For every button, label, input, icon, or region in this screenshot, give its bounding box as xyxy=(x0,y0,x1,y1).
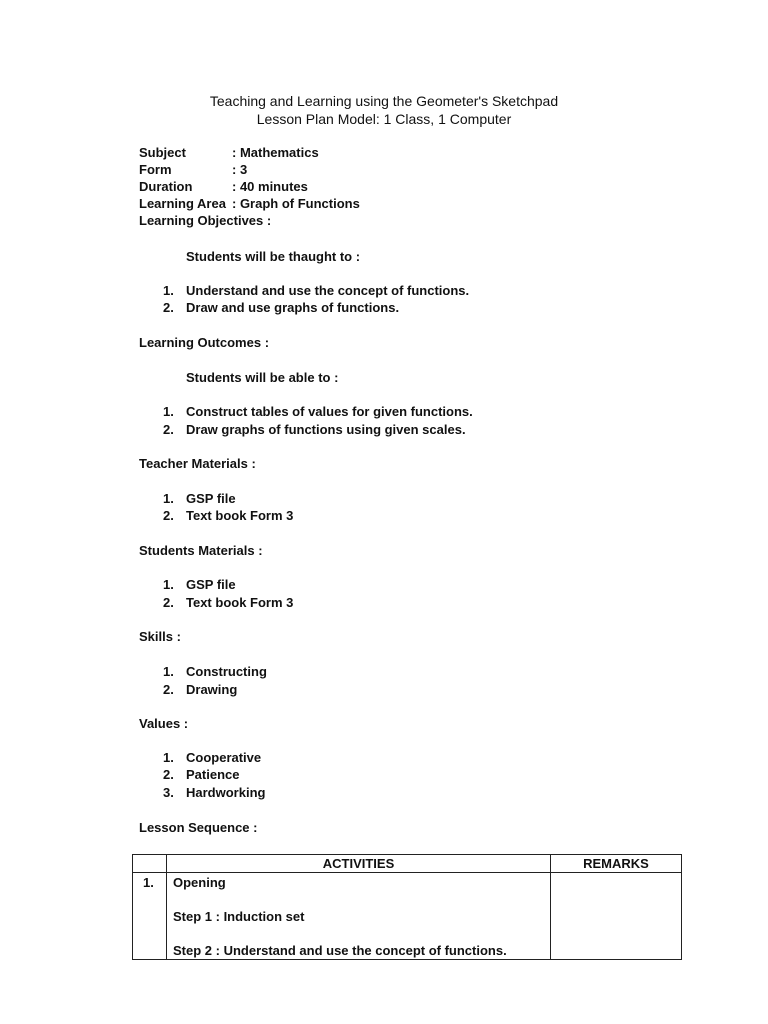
subject-value: : Mathematics xyxy=(232,145,319,160)
objectives-number: 1. xyxy=(163,283,174,298)
student-materials-item: Text book Form 3 xyxy=(186,595,294,610)
values-number: 2. xyxy=(163,767,174,782)
outcomes-heading: Learning Outcomes : xyxy=(139,335,270,350)
learning-area-label: Learning Area xyxy=(139,196,226,211)
outcomes-item: Construct tables of values for given functions. xyxy=(186,404,473,419)
skills-item: Drawing xyxy=(186,682,238,697)
outcomes-number: 2. xyxy=(163,422,174,437)
objectives-item: Draw and use graphs of functions. xyxy=(186,300,400,315)
table-row-number: 1. xyxy=(143,875,154,890)
table-header-divider xyxy=(133,872,681,873)
teacher-materials-heading: Teacher Materials : xyxy=(139,456,256,471)
table-header-remarks: REMARKS xyxy=(583,856,649,871)
student-materials-number: 2. xyxy=(163,595,174,610)
form-value: : 3 xyxy=(232,162,248,177)
objectives-number: 2. xyxy=(163,300,174,315)
outcomes-item: Draw graphs of functions using given scales. xyxy=(186,422,466,437)
values-number: 1. xyxy=(163,750,174,765)
values-number: 3. xyxy=(163,785,174,800)
teacher-materials-number: 2. xyxy=(163,508,174,523)
form-label: Form xyxy=(139,162,172,177)
table-header-activities: ACTIVITIES xyxy=(322,856,395,871)
duration-label: Duration xyxy=(139,179,193,194)
values-item: Hardworking xyxy=(186,785,266,800)
lesson-sequence-table xyxy=(132,854,682,960)
skills-number: 2. xyxy=(163,682,174,697)
teacher-materials-number: 1. xyxy=(163,491,174,506)
table-row-title: Opening xyxy=(173,875,226,890)
learning-area-value: : Graph of Functions xyxy=(232,196,360,211)
lesson-sequence-heading: Lesson Sequence : xyxy=(139,820,258,835)
document-title-line1: Teaching and Learning using the Geometer's Sketchpad xyxy=(209,93,559,109)
student-materials-heading: Students Materials : xyxy=(139,543,263,558)
outcomes-intro: Students will be able to : xyxy=(186,370,339,385)
objectives-heading: Learning Objectives : xyxy=(139,213,272,228)
teacher-materials-item: Text book Form 3 xyxy=(186,508,294,523)
skills-number: 1. xyxy=(163,664,174,679)
values-heading: Values : xyxy=(139,716,189,731)
duration-value: : 40 minutes xyxy=(232,179,308,194)
student-materials-item: GSP file xyxy=(186,577,236,592)
skills-heading: Skills : xyxy=(139,629,181,644)
objectives-intro: Students will be thaught to : xyxy=(186,249,361,264)
subject-label: Subject xyxy=(139,145,186,160)
document-title-line2: Lesson Plan Model: 1 Class, 1 Computer xyxy=(256,111,512,127)
teacher-materials-item: GSP file xyxy=(186,491,236,506)
outcomes-number: 1. xyxy=(163,404,174,419)
student-materials-number: 1. xyxy=(163,577,174,592)
table-row-step: Step 2 : Understand and use the concept of functions. xyxy=(173,943,507,958)
table-row-step: Step 1 : Induction set xyxy=(173,909,305,924)
objectives-item: Understand and use the concept of functions. xyxy=(186,283,470,298)
values-item: Patience xyxy=(186,767,240,782)
values-item: Cooperative xyxy=(186,750,262,765)
skills-item: Constructing xyxy=(186,664,267,679)
